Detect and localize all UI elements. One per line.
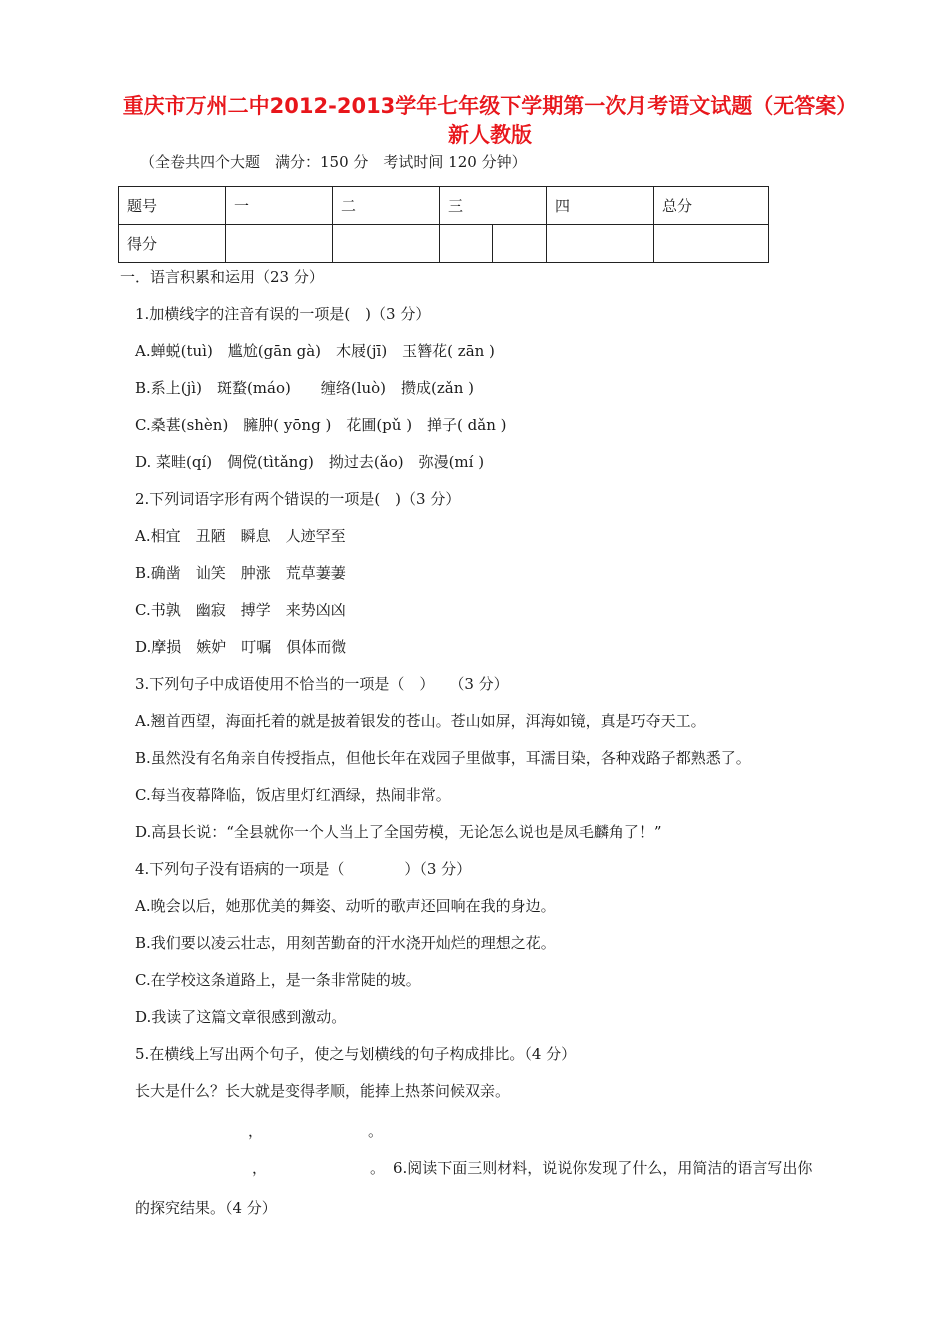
header-cell: 题号 [119, 187, 226, 225]
header-cell: 一 [226, 187, 333, 225]
blank-period: 。 [368, 1122, 384, 1140]
option: B.确凿 讪笑 肿涨 荒草萋萋 [135, 564, 346, 582]
option: D.我读了这篇文章很感到激动。 [135, 1008, 347, 1026]
row-label: 得分 [119, 225, 226, 263]
option: A.蝉蜕(tuì) 尴尬(gān gà) 木屐(jī) 玉簪花( zān ) [135, 342, 495, 360]
score-cell[interactable] [493, 225, 547, 263]
score-cell[interactable] [333, 225, 440, 263]
option: B.系上(jì) 斑蝥(máo) 缠络(luò) 攒成(zǎn ) [135, 379, 475, 397]
score-cell[interactable] [440, 225, 493, 263]
header-cell: 二 [333, 187, 440, 225]
exam-info: （全卷共四个大题 满分：150 分 考试时间 120 分钟） [140, 153, 527, 171]
option: D.高县长说：“全县就你一个人当上了全国劳模，无论怎么说也是凤毛麟角了！” [135, 823, 662, 841]
score-cell[interactable] [654, 225, 769, 263]
option: B.虽然没有名角亲自传授指点，但他长年在戏园子里做事，耳濡目染，各种戏路子都熟悉了。 [135, 749, 751, 767]
option: C.桑葚(shèn) 臃肿( yōng ) 花圃(pǔ ) 掸子( dǎn ) [135, 416, 507, 434]
score-table-header-row [119, 187, 769, 225]
header-cell: 总分 [654, 187, 769, 225]
score-cell[interactable] [547, 225, 654, 263]
given-sentence: 长大是什么？长大就是变得孝顺，能捧上热茶问候双亲。 [135, 1082, 511, 1100]
question-stem-continued: 的探究结果。（4 分） [135, 1199, 277, 1217]
question-stem: 3.下列句子中成语使用不恰当的一项是（ ） （3 分） [135, 675, 509, 693]
blank-comma: ， [252, 1159, 268, 1177]
question-stem: 4.下列句子没有语病的一项是（ ）（3 分） [135, 860, 472, 878]
option: C.在学校这条道路上，是一条非常陡的坡。 [135, 971, 421, 989]
document-title: 重庆市万州二中2012-2013学年七年级下学期第一次月考语文试题（无答案） 新人教版 [122, 94, 858, 147]
section-heading: 一．语言积累和运用（23 分） [120, 268, 324, 286]
score-cell[interactable] [226, 225, 333, 263]
option: B.我们要以凌云壮志，用刻苦勤奋的汗水浇开灿烂的理想之花。 [135, 934, 556, 952]
question-stem: 2.下列词语字形有两个错误的一项是( )（3 分） [135, 490, 461, 508]
option: D. 菜畦(qí) 倜傥(tìtǎng) 拗过去(ǎo) 弥漫(mí ) [135, 453, 485, 471]
option: A.翘首西望，海面托着的就是披着银发的苍山。苍山如屏，洱海如镜，真是巧夺天工。 [135, 712, 706, 730]
option: D.摩损 嫉妒 叮嘱 俱体而微 [135, 638, 347, 656]
option: C.书孰 幽寂 搏学 来势凶凶 [135, 601, 346, 619]
header-cell: 四 [547, 187, 654, 225]
header-cell: 三 [440, 187, 547, 225]
option: A.晚会以后，她那优美的舞姿、动听的歌声还回响在我的身边。 [135, 897, 556, 915]
question-stem: 1.加横线字的注音有误的一项是( )（3 分） [135, 305, 431, 323]
question-stem: 5.在横线上写出两个句子，使之与划横线的句子构成排比。（4 分） [135, 1045, 577, 1063]
score-table-score-row [119, 225, 769, 263]
blank-period: 。 [370, 1159, 386, 1177]
score-table [118, 186, 769, 263]
question-stem: 6.阅读下面三则材料，说说你发现了什么，用简洁的语言写出你 [393, 1159, 813, 1177]
option: A.相宜 丑陋 瞬息 人迹罕至 [135, 527, 346, 545]
option: C.每当夜幕降临，饭店里灯红酒绿，热闹非常。 [135, 786, 451, 804]
blank-comma: ， [248, 1122, 264, 1140]
